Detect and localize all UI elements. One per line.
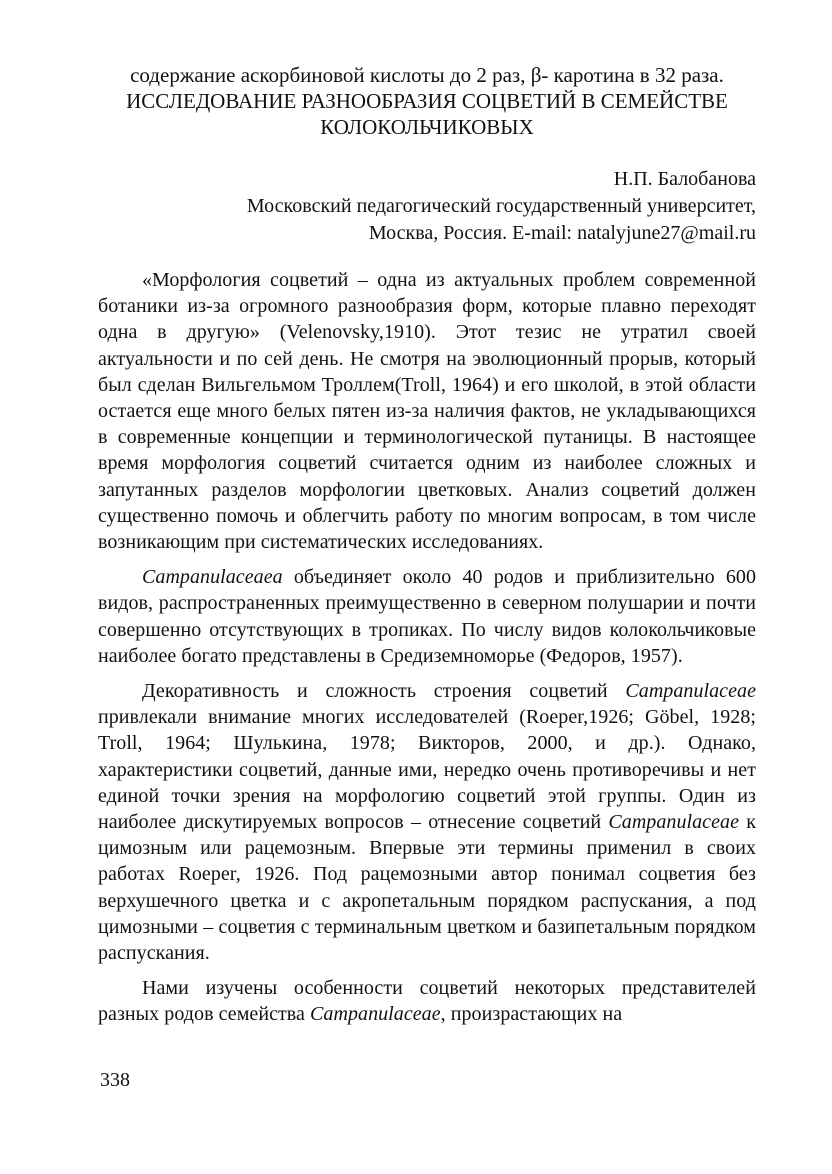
document-page (98, 62, 756, 1037)
paragraph-3-text-c: к цимозным или рацемозным. Впервые эти термины применил в своих работах Roeper, 1926. Под рацемозными автор понимал соцветия без верхушечного цветка и с акропетальным порядком распускания, а под цимозными – соцветия с терминальным цветком и базипетальным порядком распускания. (98, 811, 757, 965)
paragraph-4-text-b: , произрастающих на (440, 1003, 623, 1026)
paragraph-4-text-a: Нами изучены особенности соцветий некоторых представителей разных родов семейства (98, 977, 756, 1026)
paragraph-4 (98, 975, 756, 1027)
title-line-2: КОЛОКОЛЬЧИКОВЫХ (320, 115, 534, 139)
author-name: Н.П. Балобанова (613, 168, 756, 190)
page-number: 338 (100, 1069, 130, 1091)
author-block (98, 166, 756, 247)
taxon-name: Campanulaceae (310, 1003, 441, 1026)
previous-article-last-line: содержание аскорбиновой кислоты до 2 раз, β- каротина в 32 раза. (130, 63, 724, 87)
article-body (98, 267, 756, 1028)
author-location-email: Москва, Россия. E-mail: natalyjune27@mail.ru (368, 222, 756, 244)
taxon-name: Campanulaceae (608, 811, 739, 834)
taxon-name: Campanulaceae (625, 680, 756, 703)
title-line-1: ИССЛЕДОВАНИЕ РАЗНООБРАЗИЯ СОЦВЕТИЙ В СЕМЕЙСТВЕ (126, 89, 728, 113)
paragraph-2-text: объединяет около 40 родов и приблизительно 600 видов, распространенных преимущественно в северном полушарии и почти совершенно отсутствующих в тропиках. По числу видов колокольчиковые наиболее богато представлены в Средиземноморье (Федоров, 1957). (98, 566, 756, 667)
paragraph-3 (98, 678, 756, 966)
taxon-name: Campanulaceaea (142, 566, 283, 589)
paragraph-2 (98, 564, 756, 669)
paragraph-1-text: «Морфология соцветий – одна из актуальных проблем современной ботаники из-за огромного разнообразия форм, которые плавно переходят одна в другую» (Velenovsky,1910). Этот тезис не утратил своей актуальности и по сей день. Не смотря на эволюционный прорыв, который был сделан Вильгельмом Троллем(Troll, 1964) и его школой, в этой области остается еще много белых пятен из-за наличия фактов, не укладывающихся в современные концепции и терминологической путаницы. В настоящее время морфология соцветий считается одним из наиболее сложных и запутанных разделов морфологии цветковых. Анализ соцветий должен существенно помочь и облегчить работу по многим вопросам, в том числе возникающим при систематических исследованиях. (98, 269, 756, 554)
paragraph-1 (98, 267, 756, 555)
author-affiliation: Московский педагогический государственный университет, (246, 195, 756, 217)
article-title (98, 88, 756, 140)
paragraph-3-text-a: Декоративность и сложность строения соцветий (142, 680, 626, 703)
paragraph-3-text-b: привлекали внимание многих исследователей (Roeper,1926; Göbel, 1928; Troll, 1964; Шулькина, 1978; Викторов, 2000, и др.). Однако, характеристики соцветий, данные ими, нередко очень противоречивы и нет единой точки зрения на морфологию соцветий этой группы. Один из наиболее дискутируемых вопросов – отнесение соцветий (98, 706, 756, 834)
